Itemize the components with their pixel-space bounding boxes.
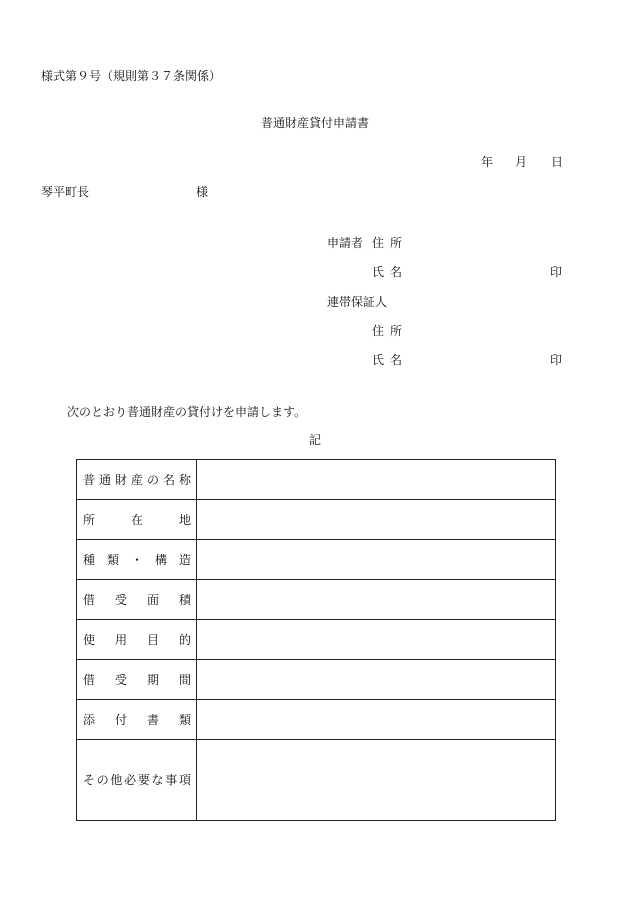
value-cell-location[interactable] <box>197 500 556 540</box>
table-row <box>77 620 556 660</box>
row-label-other-matters: その他必要な事項 <box>77 740 197 821</box>
application-statement: 次のとおり普通財産の貸付けを申請します。 <box>67 405 307 419</box>
row-label-purpose: 使用目的 <box>77 620 197 660</box>
table-row <box>77 580 556 620</box>
table-row <box>77 700 556 740</box>
application-items-table <box>76 459 556 821</box>
addressee-name: 琴平町長 <box>41 185 90 199</box>
applicant-name-label: 氏名 <box>372 265 409 279</box>
table-row <box>77 500 556 540</box>
applicant-address-label: 住所 <box>372 236 409 250</box>
addressee-honorific: 様 <box>196 185 209 199</box>
value-cell-attachments[interactable] <box>197 700 556 740</box>
value-cell-property-name[interactable] <box>197 460 556 500</box>
applicant-label: 申請者 <box>327 236 364 250</box>
row-label-leased-area: 借受面積 <box>77 580 197 620</box>
document-title: 普通財産貸付申請書 <box>260 116 369 130</box>
value-cell-leased-area[interactable] <box>197 580 556 620</box>
date-year-label: 年 <box>481 155 494 169</box>
row-label-location: 所在地 <box>77 500 197 540</box>
ki-heading: 記 <box>308 433 321 447</box>
date-day-label: 日 <box>551 155 564 169</box>
guarantor-seal-mark: 印 <box>550 353 563 367</box>
row-label-lease-period: 借受期間 <box>77 660 197 700</box>
date-month-label: 月 <box>515 155 528 169</box>
table-row <box>77 660 556 700</box>
applicant-seal-mark: 印 <box>550 265 563 279</box>
row-label-property-name: 普通財産の名称 <box>77 460 197 500</box>
table-row <box>77 540 556 580</box>
value-cell-purpose[interactable] <box>197 620 556 660</box>
table-row <box>77 740 556 821</box>
value-cell-other-matters[interactable] <box>197 740 556 821</box>
value-cell-type-structure[interactable] <box>197 540 556 580</box>
guarantor-label: 連帯保証人 <box>327 295 388 309</box>
guarantor-name-label: 氏名 <box>372 353 409 367</box>
table-row <box>77 460 556 500</box>
form-reference: 様式第９号（規則第３７条関係） <box>41 69 222 83</box>
value-cell-lease-period[interactable] <box>197 660 556 700</box>
row-label-type-structure: 種類・構造 <box>77 540 197 580</box>
row-label-attachments: 添付書類 <box>77 700 197 740</box>
guarantor-address-label: 住所 <box>372 324 409 338</box>
